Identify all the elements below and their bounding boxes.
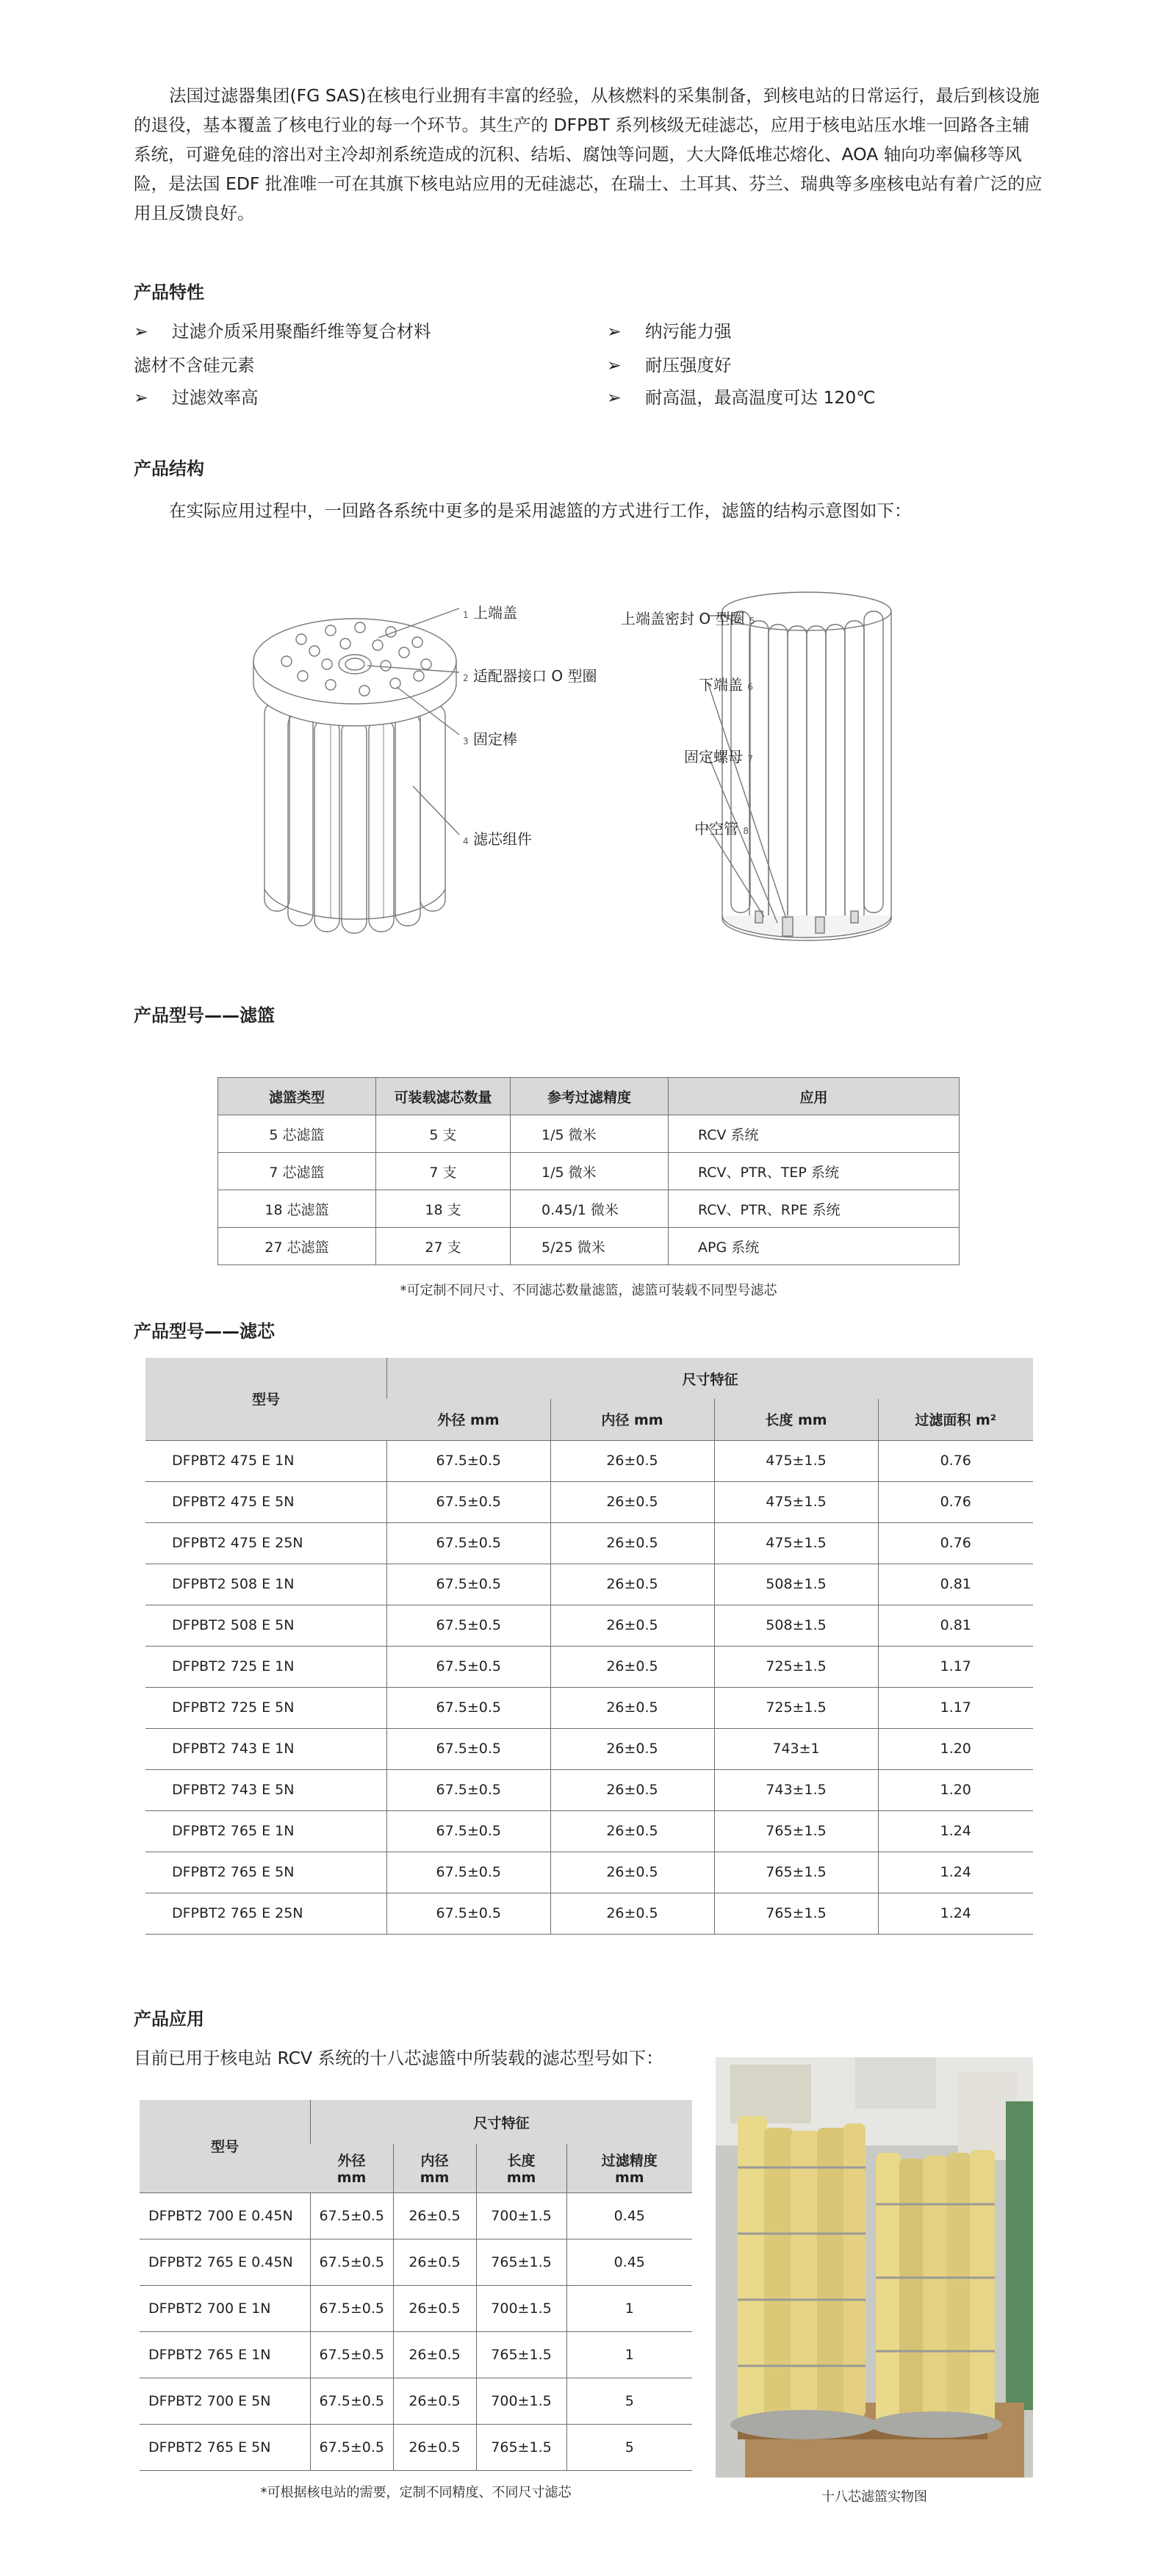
value-cell: 0.76	[878, 1440, 1033, 1481]
table-row	[140, 2424, 692, 2470]
label-8: 中空管 8	[694, 820, 749, 838]
value-cell: 475±1.5	[714, 1440, 878, 1481]
value-cell: 1.24	[878, 1852, 1033, 1893]
table-row	[145, 1728, 1033, 1769]
value-cell: 67.5±0.5	[387, 1810, 551, 1852]
value-cell: 26±0.5	[550, 1893, 714, 1934]
arrow-icon: ➢	[134, 321, 148, 342]
value-cell: 0.45	[566, 2239, 692, 2285]
table-row	[140, 2285, 692, 2331]
basket-title: 产品型号——滤篮	[134, 1005, 275, 1026]
table-header: 可装载滤芯数量	[376, 1078, 511, 1115]
value-cell: 67.5±0.5	[311, 2424, 394, 2470]
value-cell: 0.76	[878, 1522, 1033, 1564]
sub-header: 过滤面积 m²	[878, 1399, 1033, 1440]
sub-header: 外径 mm	[387, 1399, 551, 1440]
model-header: 型号	[140, 2100, 311, 2192]
cartridge-title: 产品型号——滤芯	[134, 1321, 275, 1342]
cartridge-table	[145, 1358, 1033, 1935]
model-cell: DFPBT2 508 E 1N	[145, 1564, 387, 1605]
value-cell: 26±0.5	[550, 1810, 714, 1852]
value-cell: 1.17	[878, 1646, 1033, 1687]
value-cell: 26±0.5	[393, 2192, 476, 2239]
model-cell: DFPBT2 700 E 1N	[140, 2285, 311, 2331]
table-row	[145, 1481, 1033, 1522]
value-cell: 508±1.5	[714, 1605, 878, 1646]
basket-right-drawing	[708, 592, 891, 940]
model-cell: DFPBT2 725 E 1N	[145, 1646, 387, 1687]
structure-title: 产品结构	[134, 458, 204, 479]
table-row	[145, 1893, 1033, 1934]
value-cell: 67.5±0.5	[311, 2331, 394, 2378]
table-row	[145, 1440, 1033, 1481]
sub-header: 长度 mm	[714, 1399, 878, 1440]
value-cell: 67.5±0.5	[311, 2285, 394, 2331]
value-cell: 26±0.5	[550, 1769, 714, 1810]
value-cell: 26±0.5	[550, 1522, 714, 1564]
model-cell: DFPBT2 765 E 25N	[145, 1893, 387, 1934]
feature-item: 滤材不含硅元素	[134, 355, 255, 375]
value-cell: 765±1.5	[476, 2424, 566, 2470]
value-cell: 67.5±0.5	[387, 1564, 551, 1605]
table-row	[145, 1564, 1033, 1605]
value-cell: 0.81	[878, 1605, 1033, 1646]
value-cell: 508±1.5	[714, 1564, 878, 1605]
basket-note: *可定制不同尺寸、不同滤芯数量滤篮，滤篮可装载不同型号滤芯	[400, 1283, 777, 1298]
application-title: 产品应用	[134, 2009, 204, 2029]
arrow-icon: ➢	[607, 387, 622, 408]
value-cell: 26±0.5	[550, 1728, 714, 1769]
application-body	[140, 2192, 692, 2470]
model-cell: DFPBT2 765 E 5N	[140, 2424, 311, 2470]
value-cell: 765±1.5	[714, 1810, 878, 1852]
value-cell: 26±0.5	[393, 2331, 476, 2378]
value-cell: 5	[566, 2424, 692, 2470]
value-cell: 0.45	[566, 2192, 692, 2239]
value-cell: 67.5±0.5	[387, 1481, 551, 1522]
cartridges-left	[264, 702, 445, 933]
value-cell: 700±1.5	[476, 2192, 566, 2239]
value-cell: 700±1.5	[476, 2378, 566, 2424]
value-cell: 1.24	[878, 1893, 1033, 1934]
table-row	[145, 1605, 1033, 1646]
table-row	[140, 2378, 692, 2424]
label-5: 上端盖密封 O 型圈 5	[621, 610, 755, 627]
model-cell: DFPBT2 475 E 25N	[145, 1522, 387, 1564]
value-cell: 67.5±0.5	[311, 2239, 394, 2285]
sub-header: 外径 mm	[311, 2144, 394, 2192]
model-cell: DFPBT2 743 E 5N	[145, 1769, 387, 1810]
sub-header: 内径 mm	[393, 2144, 476, 2192]
model-cell: DFPBT2 475 E 1N	[145, 1440, 387, 1481]
group-header: 尺寸特征	[311, 2100, 693, 2144]
value-cell: 1	[566, 2285, 692, 2331]
label-3: 3 固定棒	[463, 730, 517, 748]
value-cell: 700±1.5	[476, 2285, 566, 2331]
value-cell: 765±1.5	[714, 1852, 878, 1893]
model-cell: DFPBT2 765 E 0.45N	[140, 2239, 311, 2285]
value-cell: 475±1.5	[714, 1522, 878, 1564]
value-cell: 67.5±0.5	[387, 1522, 551, 1564]
table-header: 滤篮类型	[218, 1078, 376, 1115]
structure-text: 在实际应用过程中，一回路各系统中更多的是采用滤篮的方式进行工作，滤篮的结构示意图如下：	[169, 500, 912, 521]
label-1: 1 上端盖	[463, 604, 517, 622]
value-cell: 26±0.5	[550, 1440, 714, 1481]
table-row	[145, 1852, 1033, 1893]
value-cell: 67.5±0.5	[387, 1687, 551, 1728]
feature-item: ➢ 耐高温，最高温度可达 120℃	[607, 387, 876, 408]
model-cell: DFPBT2 475 E 5N	[145, 1481, 387, 1522]
cartridge-body	[145, 1440, 1033, 1934]
model-cell: DFPBT2 700 E 0.45N	[140, 2192, 311, 2239]
label-2: 2 适配器接口 O 型圈	[463, 667, 597, 685]
value-cell: 67.5±0.5	[387, 1728, 551, 1769]
model-cell: DFPBT2 765 E 1N	[145, 1810, 387, 1852]
value-cell: 26±0.5	[550, 1564, 714, 1605]
table-row: 27 芯滤篮 27 支 5/25 微米 APG 系统	[218, 1228, 960, 1265]
photo-caption: 十八芯滤篮实物图	[821, 2489, 927, 2505]
features-title: 产品特性	[134, 282, 204, 303]
table-row: 5 芯滤篮 5 支 1/5 微米 RCV 系统	[218, 1115, 960, 1153]
table-header-row	[218, 1078, 960, 1115]
feature-item: ➢ 耐压强度好	[607, 355, 732, 375]
arrow-icon: ➢	[607, 355, 622, 375]
application-text: 目前已用于核电站 RCV 系统的十八芯滤篮中所装载的滤芯型号如下：	[134, 2048, 663, 2068]
table-row	[145, 1687, 1033, 1728]
table-row	[140, 2192, 692, 2239]
value-cell: 26±0.5	[550, 1605, 714, 1646]
value-cell: 67.5±0.5	[387, 1769, 551, 1810]
value-cell: 26±0.5	[550, 1646, 714, 1687]
value-cell: 0.76	[878, 1481, 1033, 1522]
table-row: 18 芯滤篮 18 支 0.45/1 微米 RCV、PTR、RPE 系统	[218, 1190, 960, 1228]
intro-paragraph: 法国过滤器集团(FG SAS)在核电行业拥有丰富的经验，从核燃料的采集制备，到核电站的日常运行，最后到核设施的退役，基本覆盖了核电行业的每一个环节。其生产的 DFPBT 系列核级无硅滤芯，应用于核电站压水堆一回路各主辅系统，可避免硅的溶出对主冷却剂系统造成的沉积、结垢、腐蚀等问题，大大降低堆芯熔化、AOA 轴向功率偏移等风险，是法国 EDF 批准唯一可在其旗下核电站应用的无硅滤芯，在瑞士、土耳其、芬兰、瑞典等多座核电站有着广泛的应用且反馈良好。	[134, 85, 1043, 223]
basket-left-drawing	[253, 608, 459, 933]
table-row	[145, 1646, 1033, 1687]
value-cell: 67.5±0.5	[311, 2378, 394, 2424]
value-cell: 743±1.5	[714, 1769, 878, 1810]
value-cell: 765±1.5	[476, 2331, 566, 2378]
feature-item: ➢ 纳污能力强	[607, 321, 732, 342]
basket-photo	[716, 2057, 1033, 2478]
model-cell: DFPBT2 700 E 5N	[140, 2378, 311, 2424]
table-row	[145, 1769, 1033, 1810]
value-cell: 1.24	[878, 1810, 1033, 1852]
value-cell: 26±0.5	[393, 2424, 476, 2470]
value-cell: 26±0.5	[550, 1687, 714, 1728]
value-cell: 26±0.5	[393, 2239, 476, 2285]
value-cell: 26±0.5	[393, 2285, 476, 2331]
model-cell: DFPBT2 725 E 5N	[145, 1687, 387, 1728]
value-cell: 475±1.5	[714, 1481, 878, 1522]
label-6: 下端盖 6	[699, 676, 753, 694]
value-cell: 26±0.5	[393, 2378, 476, 2424]
label-4: 4 滤芯组件	[463, 830, 532, 848]
value-cell: 1.20	[878, 1769, 1033, 1810]
sub-header: 内径 mm	[550, 1399, 714, 1440]
value-cell: 725±1.5	[714, 1687, 878, 1728]
value-cell: 0.81	[878, 1564, 1033, 1605]
model-cell: DFPBT2 765 E 1N	[140, 2331, 311, 2378]
table-row	[145, 1522, 1033, 1564]
model-header: 型号	[145, 1358, 387, 1440]
feature-item: ➢ 过滤效率高	[134, 387, 259, 408]
value-cell: 67.5±0.5	[387, 1605, 551, 1646]
cartridges-right	[731, 611, 883, 927]
sub-header: 过滤精度 mm	[566, 2144, 692, 2192]
label-7: 固定螺母 7	[684, 748, 753, 766]
sub-header: 长度 mm	[476, 2144, 566, 2192]
table-header: 应用	[669, 1078, 960, 1115]
value-cell: 765±1.5	[714, 1893, 878, 1934]
value-cell: 67.5±0.5	[387, 1440, 551, 1481]
feature-item: ➢ 过滤介质采用聚酯纤维等复合材料	[134, 321, 431, 342]
value-cell: 67.5±0.5	[387, 1646, 551, 1687]
application-table	[140, 2100, 692, 2471]
group-header: 尺寸特征	[387, 1358, 1034, 1399]
table-row	[140, 2331, 692, 2378]
value-cell: 67.5±0.5	[387, 1893, 551, 1934]
value-cell: 26±0.5	[550, 1481, 714, 1522]
value-cell: 725±1.5	[714, 1646, 878, 1687]
value-cell: 1.17	[878, 1687, 1033, 1728]
value-cell: 743±1	[714, 1728, 878, 1769]
arrow-icon: ➢	[134, 387, 148, 408]
arrow-icon: ➢	[607, 321, 622, 342]
value-cell: 5	[566, 2378, 692, 2424]
model-cell: DFPBT2 743 E 1N	[145, 1728, 387, 1769]
model-cell: DFPBT2 765 E 5N	[145, 1852, 387, 1893]
value-cell: 765±1.5	[476, 2239, 566, 2285]
table-row: 7 芯滤篮 7 支 1/5 微米 RCV、PTR、TEP 系统	[218, 1153, 960, 1190]
value-cell: 67.5±0.5	[387, 1852, 551, 1893]
value-cell: 1	[566, 2331, 692, 2378]
value-cell: 1.20	[878, 1728, 1033, 1769]
table-header: 参考过滤精度	[511, 1078, 669, 1115]
model-cell: DFPBT2 508 E 5N	[145, 1605, 387, 1646]
value-cell: 26±0.5	[550, 1852, 714, 1893]
table-row	[145, 1810, 1033, 1852]
value-cell: 67.5±0.5	[311, 2192, 394, 2239]
basket-table	[217, 1077, 960, 1265]
application-note: *可根据核电站的需要，定制不同精度、不同尺寸滤芯	[260, 2485, 572, 2500]
table-row	[140, 2239, 692, 2285]
